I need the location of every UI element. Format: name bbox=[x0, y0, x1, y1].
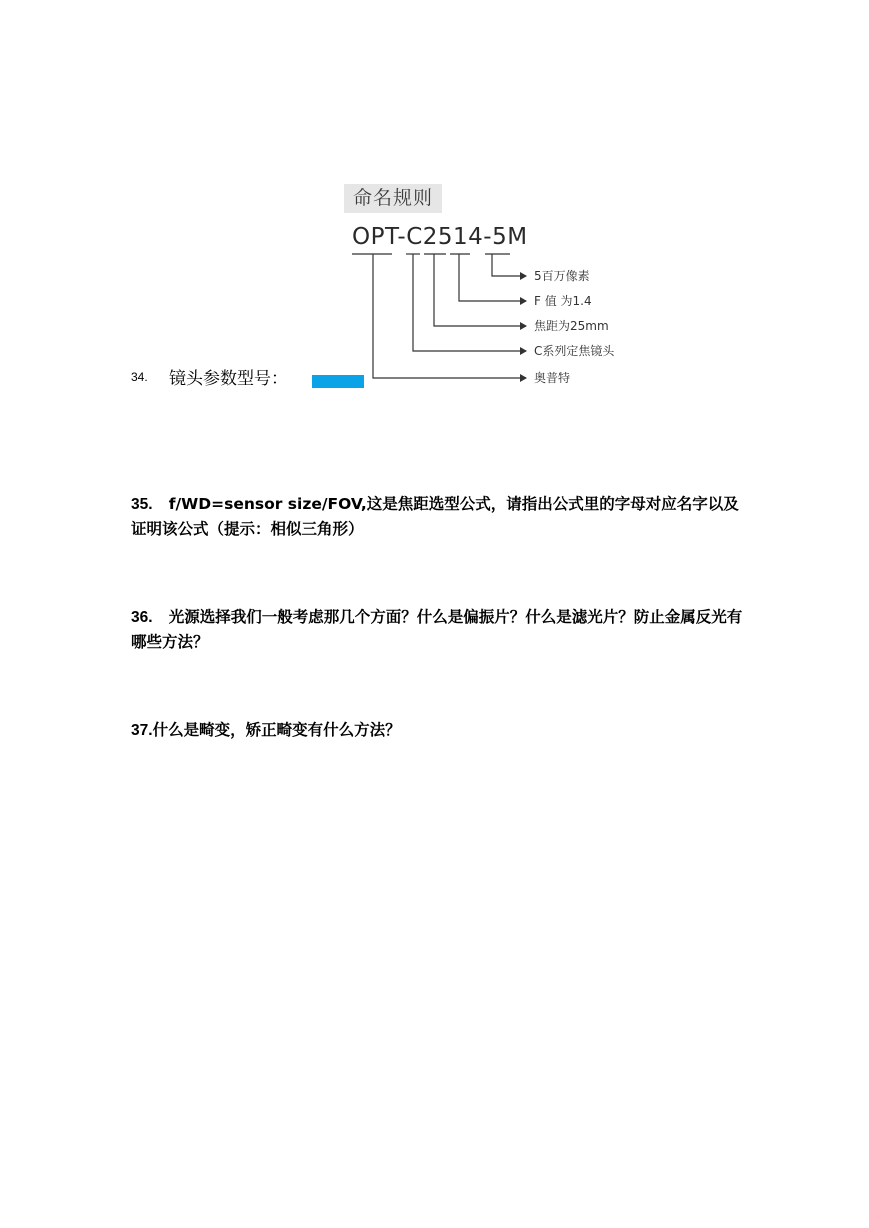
model-code: OPT-C2514-5M bbox=[352, 224, 528, 250]
redaction-mark bbox=[312, 375, 364, 388]
question-34 bbox=[131, 364, 288, 389]
question-text: 什么是畸变，矫正畸变有什么方法？ bbox=[152, 721, 401, 739]
connector-focal bbox=[434, 254, 526, 326]
label-brand: 奥普特 bbox=[534, 371, 571, 385]
connector-series bbox=[413, 254, 526, 351]
question-text: f/WD=sensor size/FOV,这是焦距选型公式，请指出公式里的字母对应名字以及证明该公式（提示：相似三角形） bbox=[131, 495, 739, 538]
question-number: 34. bbox=[131, 369, 148, 384]
label-resolution: 5百万像素 bbox=[534, 269, 590, 283]
figure-title: 命名规则 bbox=[344, 184, 442, 213]
question-number: 35. bbox=[131, 496, 153, 513]
label-f-number: F 值 为1.4 bbox=[534, 294, 592, 308]
label-series: C系列定焦镜头 bbox=[534, 344, 615, 358]
question-37 bbox=[131, 718, 751, 743]
naming-rule-figure bbox=[340, 182, 640, 392]
naming-rule-connectors bbox=[340, 182, 640, 392]
label-focal-length: 焦距为25mm bbox=[534, 319, 609, 333]
connector-brand bbox=[373, 254, 526, 378]
question-number: 37. bbox=[131, 722, 153, 739]
question-35 bbox=[131, 492, 751, 542]
question-number: 36. bbox=[131, 609, 153, 626]
question-text: 光源选择我们一般考虑那几个方面？什么是偏振片？什么是滤光片？防止金属反光有哪些方法？ bbox=[131, 608, 743, 651]
connector-5m bbox=[492, 254, 526, 276]
question-text: 镜头参数型号： bbox=[169, 369, 288, 389]
question-36 bbox=[131, 605, 751, 655]
